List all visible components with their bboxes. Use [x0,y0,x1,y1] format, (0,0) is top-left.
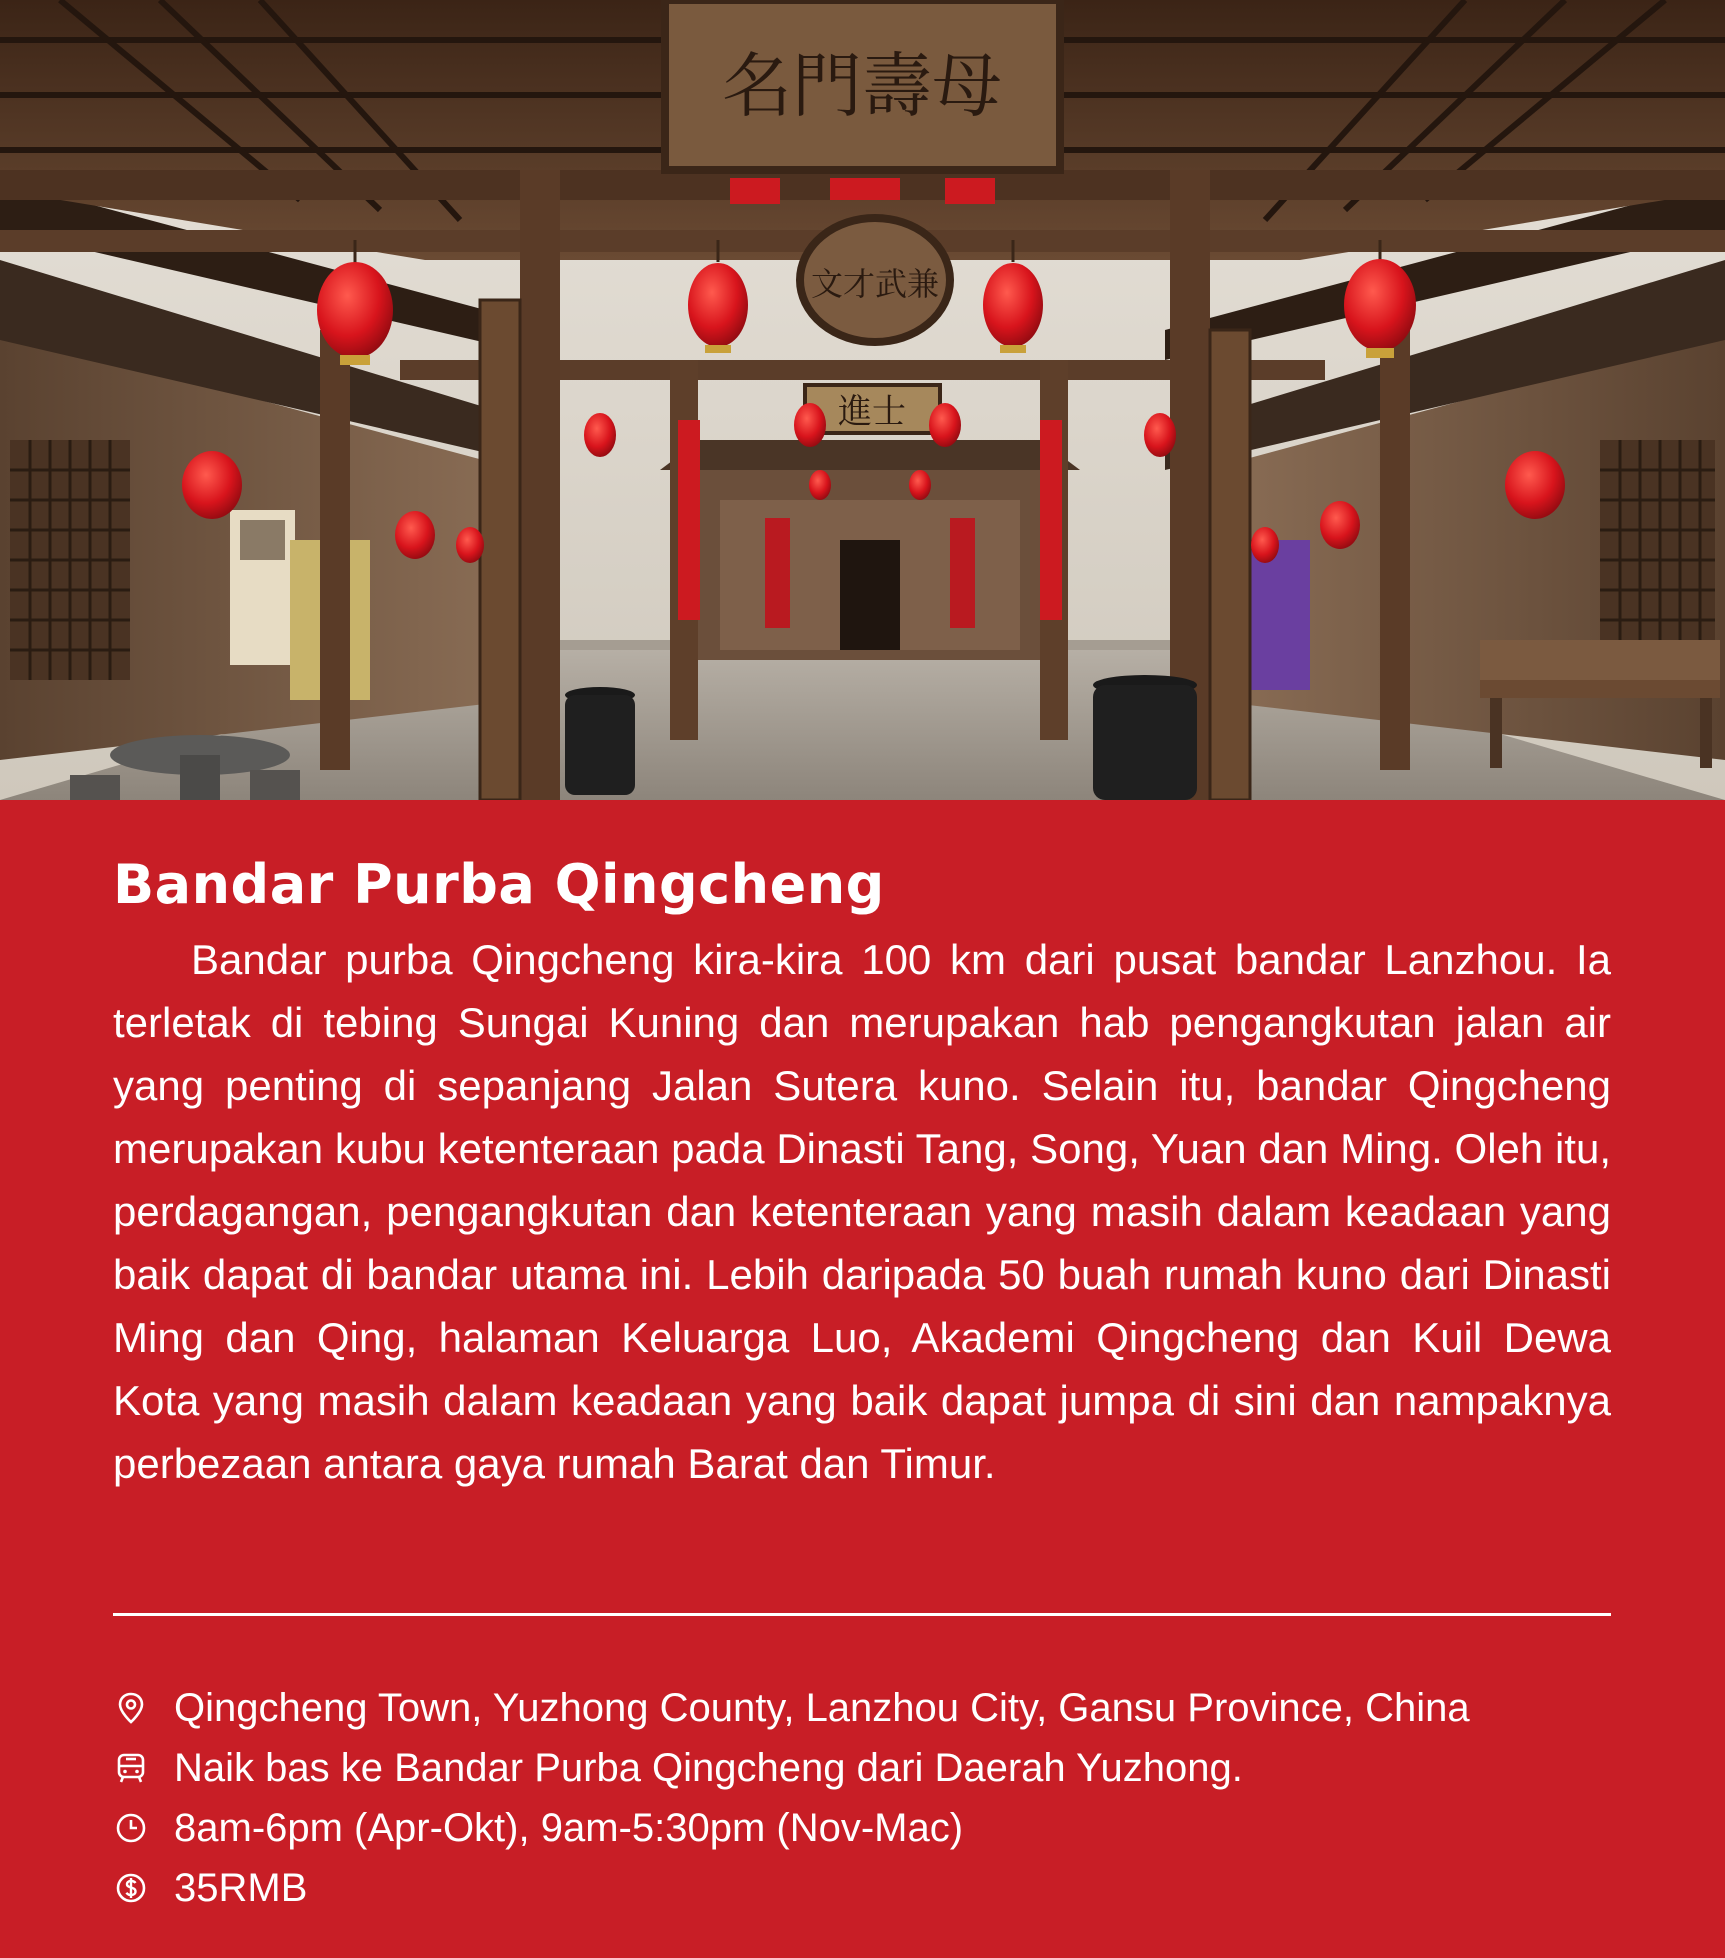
info-hours [113,1798,1633,1858]
divider [113,1613,1611,1616]
price-text: 35RMB [174,1866,308,1910]
article-title: Bandar Purba Qingcheng [113,853,885,916]
bus-icon [113,1750,149,1786]
hours-text: 8am-6pm (Apr-Okt), 9am-5:30pm (Nov-Mac) [174,1806,964,1850]
clock-icon [113,1810,149,1846]
info-price [113,1858,1633,1918]
signboard-text: 名門壽母 [722,45,1002,127]
article-body: Bandar purba Qingcheng kira-kira 100 km dari pusat bandar Lanzhou. Ia terletak di tebing Sungai Kuning dan merupakan hab pengangkutan jalan air yang penting di sepanjang Jalan Sutera kuno. Selain itu, bandar Qingcheng merupakan kubu ketenteraan pada Dinasti Tang, Song, Yuan dan Ming. Oleh itu, perdagangan, pengangkutan dan ketenteraan yang masih dalam keadaan yang baik dapat di bandar utama ini. Lebih daripada 50 buah rumah kuno dari Dinasti Ming dan Qing, halaman Keluarga Luo, Akademi Qingcheng dan Kuil Dewa Kota yang masih dalam keadaan yang baik dapat jumpa di sini dan nampaknya perbezaan antara gaya rumah Barat dan Timur. [113,936,1611,1487]
inner-plaque-text: 進士 [838,392,906,432]
round-plaque-text: 文才武兼 [810,265,940,303]
info-transport [113,1738,1633,1798]
address-text: Qingcheng Town, Yuzhong County, Lanzhou City, Gansu Province, China [174,1686,1470,1730]
courtyard-photo-illustration [0,0,1725,800]
dollar-coin-icon [113,1870,149,1906]
info-list [113,1678,1633,1918]
info-address [113,1678,1633,1738]
courtyard-photo [0,0,1725,800]
content-panel [0,800,1725,1958]
location-pin-icon [113,1690,149,1726]
transport-text: Naik bas ke Bandar Purba Qingcheng dari Daerah Yuzhong. [174,1746,1243,1790]
